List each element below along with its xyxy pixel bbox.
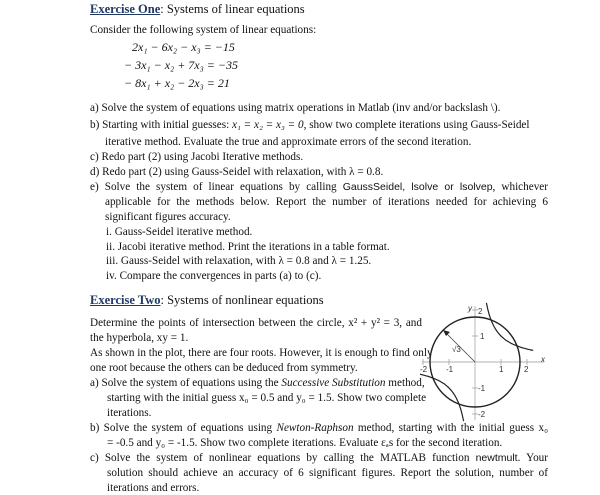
ex2-part-c-cont: solution should achieve an accuracy of 6 significant figures. Report the solution, number of [107, 467, 548, 479]
ex2-part-a [90, 376, 425, 390]
radius-label: √3 [452, 345, 461, 354]
equation-2: − 3x₁ − x₂ + 7x₃ = −35 [124, 58, 238, 72]
text: method, [385, 377, 425, 389]
text: , show two complete iterations using Gauss-Seidel [303, 119, 530, 131]
axes [422, 306, 544, 420]
y-tick-1: 1 [480, 332, 485, 341]
y-tick--1: -1 [478, 384, 486, 393]
x-tick--2: -2 [420, 365, 428, 374]
sub-item-iii: iii. Gauss-Seidel with relaxation, with λ = 0.8 and λ = 1.25. [106, 255, 372, 267]
hyperbola-branch-q3 [420, 374, 464, 422]
ex2-part-c [90, 451, 548, 465]
ex2-p4: one root because the others can be deduced from symmetry. [90, 362, 358, 374]
y-axis-label: y [468, 304, 472, 313]
y-tick--2: -2 [478, 410, 486, 419]
text: method, starting with the initial guess x₀ [353, 422, 548, 434]
ex2-p3: As shown in the plot, there are four roots. However, it is enough to find only [90, 347, 433, 359]
text: . Your [517, 452, 548, 464]
title-bold: Exercise One [90, 2, 161, 16]
sub-item-iv: iv. Compare the convergences in parts (a) to (c). [106, 270, 322, 282]
circle-hyperbola-figure [420, 302, 550, 424]
function-names: GaussSeidel, lsolve or lsolvep [342, 181, 493, 193]
x-axis-label: x [541, 355, 545, 364]
method-name: Newton-Raphson [276, 422, 354, 434]
y-tick-2: 2 [478, 307, 483, 316]
sub-item-i: i. Gauss-Seidel iterative method. [106, 226, 253, 238]
hyperbola-branch-q1 [486, 303, 533, 351]
x-tick-2: 2 [524, 365, 529, 374]
text: c) Solve the system of nonlinear equations by calling the MATLAB function [90, 452, 476, 464]
ex2-p2: the hyperbola, xy = 1. [90, 332, 189, 344]
ex1-part-c: c) Redo part (2) using Jacobi Iterative methods. [90, 151, 304, 163]
x-tick--1: -1 [446, 365, 454, 374]
ex1-part-e-cont: applicable for the methods below. Report the number of iterations needed for achieving 6 [105, 196, 548, 208]
ex1-part-a: a) Solve the system of equations using matrix operations in Matlab (inv and/or backslash \). [90, 102, 501, 114]
title-bold: Exercise Two [90, 293, 161, 307]
ex2-part-a-cont2: iterations. [107, 407, 152, 419]
ex1-part-e [90, 180, 548, 194]
text: a) Solve the system of equations using the [90, 377, 282, 389]
math: x₁ = x₂ = x₃ = 0 [232, 119, 304, 131]
function-name: newtmult [475, 452, 518, 464]
equation-3: − 8x₁ + x₂ − 2x₃ = 21 [124, 76, 230, 90]
x-tick-1: 1 [499, 365, 504, 374]
ex1-intro: Consider the following system of linear equations: [90, 24, 317, 36]
ex1-part-b [90, 118, 530, 132]
ex2-part-a-cont: starting with the initial guess x₀ = 0.5 and y₀ = 1.5. Show two complete [107, 392, 427, 404]
ex2-p1: Determine the points of intersection between the circle, x² + y² = 3, and [90, 317, 422, 329]
equation-1: 2x₁ − 6x₂ − x₃ = −15 [132, 40, 235, 54]
ex1-part-d: d) Redo part (2) using Gauss-Seidel with relaxation, with λ = 0.8. [90, 166, 384, 178]
arrow-head-icon [443, 330, 450, 336]
text: , whichever [492, 181, 548, 193]
title-rest: : Systems of linear equations [160, 2, 305, 16]
text: b) Starting with initial guesses: [90, 119, 233, 131]
ex2-part-b-cont: = -0.5 and y₀ = -1.5. Show two complete iterations. Evaluate εₐs for the second iteration. [107, 437, 503, 449]
title-rest: : Systems of nonlinear equations [160, 293, 324, 307]
text: e) Solve the system of linear equations by calling [90, 181, 343, 193]
exercise-one-title [90, 2, 305, 16]
text: b) Solve the system of equations using [90, 422, 277, 434]
ex1-part-b-cont: iterative method. Evaluate the true and approximate errors of the second iteration. [105, 136, 472, 148]
ex2-part-c-cont2: iterations and errors. [107, 482, 200, 494]
method-name: Successive Substitution [281, 377, 386, 389]
exercise-two-title [90, 293, 324, 307]
sub-item-ii: ii. Jacobi iterative method. Print the iterations in a table format. [106, 241, 390, 253]
ex1-part-e-cont2: significant figures accuracy. [105, 211, 231, 223]
